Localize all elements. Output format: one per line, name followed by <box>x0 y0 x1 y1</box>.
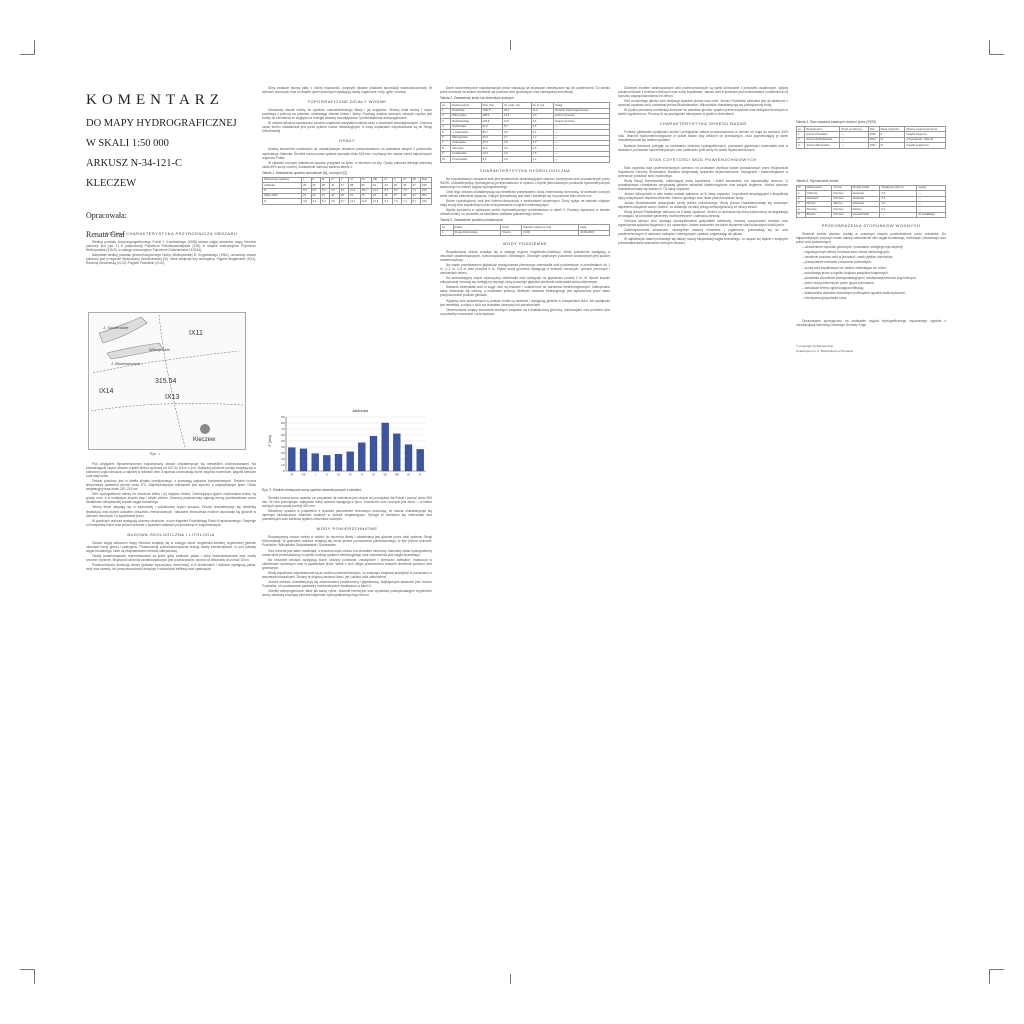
section-heading: OGÓLNA CHARAKTERYSTYKA PRZYRODNICZA OBSZARU <box>104 231 238 236</box>
table-row: 3. Jezioro Wilczyńskie — 2001 III związki organiczne <box>797 143 946 148</box>
paragraph: Natomiast według podziału geomorfologicznego Niziny Wielkopolskiej B. Krygowskiego (1961), omawiany obszar położony jest w regionie Wysoczyzny Gnieźnieńskiej (IX), która obejmuje trzy subregiony: Pagórki Mogileńskie (IX11), Równinę Kleczewską (IX13) i Pagórki Powidzkie (IX14). <box>86 253 256 266</box>
paragraph: – regulacja koryt cieków i budowa sieci rowów melioracyjnych; <box>802 250 890 255</box>
table-row: 7. Ostrowskie 37,2 4,6 2,0 — <box>441 140 610 145</box>
table-row: 10. Kruszwitskie 9,4 2,6 1,1 — <box>441 157 610 162</box>
paragraph: Tereny leśne skupiają się w zachodniej i południowej części arkusza. Obszar charakteryzuje się niewielką lesistością oraz dużym udziałem obszarów zmeliorowanych. Naturalne zbiorowiska roślinne zachowały się głównie w dolinach rzecznych i w sąsiedztwie jezior. <box>86 505 256 518</box>
paragraph: W obrębie arkusza wyznaczono zlewnie cząstkowe wszystkich cieków wraz z obszarami bezodpływowymi. Znaczna część terenu odwadniana jest przez system rowów melioracyjnych, a wody kopalniane odprowadzane są do Strugi Kleczewskiej. <box>262 121 432 134</box>
paragraph: W układzie rocznym maksimum opadów przypada na lipiec, a minimum na luty. Opady półrocza letniego stanowią około 60% sumy rocznej. Zestawienie wartości zawiera tabela 1. <box>262 160 432 169</box>
paragraph: Badania terenowe polegały na kartowaniu obiektów hydrograficznych, pomiarach głębokości zwierciadła wód w studniach, pomiarach hydrometrycznych oraz pobieraniu prób wody do analiz fizykochemicznych. <box>618 143 788 152</box>
crop-mark <box>989 40 1004 55</box>
table-caption: Tabela 2. Zestawienie jezior lub zbiorników wodnych <box>440 96 514 101</box>
paragraph: – powstanie zbiorników poeksploatacyjnych i rekultywacja terenów pogórniczych; <box>802 275 917 280</box>
paragraph: Opracowanie sporządzono na podstawie zdjęcia hydrograficznego wykonanego zgodnie z obowiązującą instrukcją Głównego Geodety Kraju. <box>796 318 946 327</box>
title-block <box>86 92 256 239</box>
column-1-bottom <box>86 462 256 966</box>
column-2-bottom <box>262 486 432 966</box>
sheet-line: ARKUSZ N-34-121-C <box>86 158 182 169</box>
section-heading: BUDOWA GEOLOGICZNA I LITOLOGIA <box>127 531 215 537</box>
map-caption: Rys. 1. <box>150 452 161 456</box>
y-tick-label: 60 <box>281 433 285 438</box>
section-heading: WODY PODZIEMNE <box>502 240 548 246</box>
section-heading: CHARAKTERYSTYKA OKRESU BADAŃ <box>659 121 747 127</box>
paragraph: Powierzchniowo dominują utwory gliniaste wysoczyzny morenowej, a w obniżeniach i dolinach występują piaski, torfy oraz namuły. Ich przepuszczalność decyduje o warunkach infiltracji wód opadowych. <box>86 562 256 572</box>
map-label: Kleczew <box>193 437 216 443</box>
paragraph: Na mapie przedstawiono głębokość występowania pierwszego zwierciadła wód podziemnych w przedziałach: do 1 m, 1–2 m, 2–5 m oraz powyżej 5 m. Płytkie wody gruntowe występują w dolinach rzecznych, rynnach jeziornych i obniżeniach terenu. <box>440 263 610 276</box>
table-row: 1. Powidzkie 1097,5 46,0 11,0 Powidzki Park Krajobrazowy <box>441 108 610 113</box>
table-row: 8. Skrzynka 11,2 3,0 1,5 — <box>441 146 610 151</box>
city-marker-icon <box>200 424 210 434</box>
paragraph: – obniżenie poziomu wód w jeziorach i zanik płytkich zbiorników; <box>802 255 894 260</box>
paragraph: Gliny zwałowe tworzą płaty o różnej miąższości, przykryte lokalnie piaskami akumulacji wodnolodowcowej. W dolinach rzecznych oraz w obrębie rynien jeziornych występują osady organiczne: torfy, gytie i namuły. <box>262 86 432 95</box>
paragraph: Sieć hydrograficzna należy do dorzecza Warty i jej dopływu Noteci. Dominującym typem użytkowania terenu są grunty orne, a w mniejszym stopniu lasy i użytki zielone. Znaczną powierzchnię zajmują tereny przekształcone przez działalność odkrywkowej kopalni węgla brunatnego. <box>86 492 256 505</box>
crop-mark <box>510 40 511 50</box>
paragraph: – odwodnienie wyrobisk górniczych i powstanie rozległego leja depresji; <box>802 245 904 250</box>
x-tick-label: IX <box>407 472 410 477</box>
x-tick-label: VIII <box>394 472 400 477</box>
paragraph: Reżim hydrologiczny rzek jest śnieżno-deszczowy z wezbraniami wiosennymi. Duży wpływ na warunki odpływu mają zrzuty wód kopalnianych oraz funkcjonowanie urządzeń melioracyjnych. <box>440 198 610 207</box>
paragraph: – zrzuty wód kopalnianych do cieków zmieniające ich reżim; <box>802 265 887 270</box>
chart-title: Jabłonka <box>351 408 369 413</box>
paragraph: Jezioro Wilczyńskie w roku badań zostało zaliczone do III klasy czystości. Czynnikami decydującymi o klasyfikacji były podwyższone stężenia chlorofilu, fosforu ogólnego oraz niska przezroczystość wody. <box>618 191 788 200</box>
paragraph: Wahania zwierciadła wód w ciągu roku są znaczne i uzależnione od warunków meteorologicznych. Maksymalne stany obserwuje się wiosną, a minimalne jesienią. Wielkość zasilania infiltracyjnego jest ograniczona przez słabo przepuszczalne podłoże gliniaste. <box>440 285 610 298</box>
paragraph: Ochrona jakości wód wymaga uporządkowania gospodarki ściekowej, budowy oczyszczalni ścieków oraz ograniczenia spływów biogenów z pól uprawnych. Istotne znaczenie ma także tworzenie stref buforowych wokół jezior. <box>618 219 788 228</box>
paragraph: Sieć monitoringu jakości wód obejmuje wybrane jeziora oraz cieki. Jezioro Powidzkie zaliczane jest do akwenów o wysokiej czystości wód, natomiast jeziora Budzisławskie i Wilczyńskie charakteryzują się podwyższoną trofią. <box>618 99 788 108</box>
y-tick-label: 30 <box>281 451 285 456</box>
section-heading: WODY POWIERZCHNIOWE <box>316 526 378 532</box>
paragraph: W wyniku procesów eutrofizacji dochodzi do zakwitów glonów, spadku przezroczystości oraz deficytów tlenowych w strefie hypolimnionu. Procesy te są szczególnie intensywne w płytkich zbiornikach. <box>618 108 788 117</box>
x-tick-label: I <box>314 472 316 477</box>
precipitation-bar <box>358 443 365 471</box>
table-row: 2. Jezioro Budzisławskie — 2001 III przewodność, chlorofil <box>797 137 946 142</box>
table-row: 9. Gosławickie 10,4 4,0 1,8 — <box>441 151 610 156</box>
section-heading: PRZEOBRAŻENIA STOSUNKÓW WODNYCH <box>821 223 921 229</box>
scale-line: W SKALI 1:50 000 <box>86 138 169 149</box>
precipitation-bar-chart <box>266 405 432 483</box>
section-heading: CHARAKTERYSTYKA HYDROLOGICZNA <box>479 167 571 173</box>
paragraph: Rozpatrywany obszar znajduje się w zasięgu regionu mogileńsko-łódzkiego. Wody podziemne występują w utworach czwartorzędowych, trzeciorzędowych i kredowych. Głównym użytkowym poziomem wodonośnym jest poziom czwartorzędowy. <box>440 249 610 263</box>
paragraph: Dane morfometryczne rozpatrywanych jezior wskazują na stopniowe zmniejszanie się ich powierzchni. Do zaniku jezior dochodzi na skutek obniżania się poziomu wód gruntowych oraz intensywnej eutrofizacji. <box>440 86 610 95</box>
precipitation-bar <box>370 436 377 471</box>
paragraph: Osady czwartorzędowe reprezentowane są przez gliny zwałowe, piaski i żwiry wodnolodowcowe oraz osady rzeczne i jeziorne. Miąższość utworów czwartorzędowych jest zróżnicowana i wynosi od kilkunastu do ponad 100 m. <box>86 553 256 562</box>
precipitation-bar <box>382 423 389 471</box>
map-label: J. Budzisławskie <box>111 361 141 366</box>
chart-caption: Rys. 2. Średnie miesięczne sumy opadów atmosferycznych z wieloleci <box>262 488 362 492</box>
paragraph: Niedobory opadów w połączeniu z wysokim parowaniem terenowym powodują, że obszar charakteryzuje się ujemnym klimatycznym bilansem wodnym w okresie wegetacyjnym. Sprzyja to obniżaniu się zwierciadła wód podziemnych oraz zanikowi płytkich zbiorników wodnych. <box>262 509 432 522</box>
crop-mark <box>20 40 35 55</box>
table-caption: Tabela 5. Wyznaczenie źródeł <box>796 178 839 183</box>
y-tick-label: 80 <box>281 421 285 426</box>
column-4 <box>618 86 788 966</box>
location-map <box>88 312 246 450</box>
paragraph: – eutrofizacja jezior w wyniku dopływu związków biogennych; <box>802 270 889 275</box>
paragraph: Pod względem hipsometrycznym rozpatrywany obszar charakteryzuje się niewielkimi zróżnicowaniami. Na przeważającej części obszaru rzędne terenu wynoszą od 100 do 115 m n.p.m. Najwyżej położone punkty znajdują się w północnej części arkusza, a najniżej w dolinach rzek. Krajobraz urozmaicają liczne wzgórza morenowe, pagórki kemowe oraz wały ozów. <box>86 462 256 479</box>
paragraph: W granicach arkusza występują obszary chronione, w tym fragment Powidzkiego Parku Krajobrazowego. Obejmuje on kompleksy leśne oraz jeziora rynnowe o wysokich walorach przyrodniczych i krajobrazowych. <box>86 518 256 527</box>
x-tick-label: XI <box>290 472 294 477</box>
gauging-table: Lp. Rzeka Profil Wartość odpływu [m³/s] Data 1. Struga Kleczewska Kleśno 0,006 20.06.2003 <box>440 224 610 236</box>
table-row: 4. Kleczew Kleczew dolinne 0,2 — <box>797 207 946 212</box>
crop-mark <box>989 969 1004 984</box>
table-row: 3. Wilczyn Wilczyn skarpowe 1,0 — <box>797 201 946 206</box>
table-row: 1. Struga Kleczewska Kleśno 0,006 20.06.2003 <box>441 230 610 235</box>
map-label: Wilczyńskie <box>149 347 170 352</box>
crop-mark <box>510 974 511 984</box>
paragraph: – składowiska odpadów stanowiące potencjalne ogniska zanieczyszczeń; <box>802 290 906 295</box>
paragraph: Wody jeziora Powidzkiego zaliczono do II klasy czystości. Jezioro to odznacza się dużą odpornością na degradację ze względu na korzystne parametry morfometryczne i zalesioną zlewnię. <box>618 210 788 219</box>
table-row: 3. Budzisławskie 233,6 11,5 4,6 Jezioro rynnowe <box>441 119 610 124</box>
column-1-top <box>86 226 256 306</box>
university-text: Uniwersytet im. A. Mickiewicza w Poznaniu <box>796 349 854 353</box>
paragraph: Rozpatrywany obszar należy w całości do dorzecza Warty i odwadniany jest głównie przez cieki systemu Strugi Kleczewskiej. W granicach arkusza znajdują się liczne jeziora pochodzenia polodowcowego, w tym jeziora rynnowe: Powidzkie, Wilczyńskie, Budzisławskie i Suszewskie. <box>262 535 432 548</box>
map-label: IX13 <box>165 394 180 401</box>
paragraph: Jezioro Budzisławskie wykazywało cechy jeziora eutroficznego. Wody jeziora charakteryzowały się znacznym stężeniem związków azotu i fosforu, co wskazuje na silną presję antropogeniczną ze strony zlewni. <box>618 201 788 210</box>
paragraph: Według podziału fizycznogeograficznego Polski J. Kondrackiego (1998) obszar objęty arkuszem mapy Kleczew położony jest (rys. 1) w podprowincji Pojezierza Południowobałtyckie (315), w obrębie makroregionu Pojezierze Wielkopolskie (315.5), w zasięgu mezoregionu Pojezierze Gnieźnieńskie (315.54). <box>86 240 256 253</box>
table-row: 1. Ochronie Kleczew skarpowe 0,5 — <box>797 191 946 196</box>
paragraph: Analizę stosunków opadowych na rozpatrywanym obszarze przeprowadzono na podstawie danych z posterunku opadowego Jabłonka. Średnia roczna suma opadów wynosiła około 518 mm, co plasuje ten obszar wśród najsuchszych regionów Polski. <box>262 147 432 160</box>
paragraph: Omawiany obszar należy do systemu odwodnieniowego Warty i jej dopływów. Główny dział wodny I rzędu przebiega z północy na południe, oddzielając zlewnie Noteci i Warty. Przebieg działów wodnych niższych rzędów jest trudny do określenia ze względu na rozległe obszary bezodpływowe i przekształcenia antropogeniczne. <box>262 108 432 121</box>
table-caption: Tabela 4. Stan czystości badanych cieków i jezior (PIOŚ) <box>796 120 877 124</box>
x-tick-label: III <box>337 472 340 477</box>
x-tick-label: X <box>419 472 422 477</box>
subtitle-line: DO MAPY HYDROGRAFICZNEJ <box>86 118 237 129</box>
paragraph: Stan czystości wód powierzchniowych oceniono na podstawie wyników badań prowadzonych przez Wojewódzki Inspektorat Ochrony Środowiska. Badania obejmowały wskaźniki fizykochemiczne, biologiczne i bakteriologiczne w wybranych punktach sieci monitoringu. <box>618 165 788 178</box>
paragraph: – pobór wód podziemnych przez ujęcia komunalne; <box>802 280 875 285</box>
x-tick-label: VI <box>372 472 375 477</box>
paragraph: Zanieczyszczenia obszarowe, szczególnie nawozy mineralne i organiczne, przedostają się do wód powierzchniowych w okresach roztopów i intensywnych opadów, pogarszając ich jakość. <box>618 228 788 237</box>
paragraph: Jeziora obszaru charakteryzują się zróżnicowaną powierzchnią i głębokością. Największym akwenem jest Jezioro Powidzkie. Ich podstawowe parametry morfometryczne zestawiono w tabeli 2. <box>262 579 432 588</box>
quality-table: Lp. Rzeka/jezioro Punkt pomiarowy Rok Klasa czystości Główne zanieczyszczenia 1. Jezioro Powidzkie — 2000 II związki biogenne 2. Jezioro Budzisławskie — 2001 III przewodność, chlorofil 3. Jezioro Wilczyńskie — 2001 III związki organiczne <box>796 126 946 149</box>
crop-mark <box>20 969 35 984</box>
table-row: 2. Wilczyńskie 185,0 13,8 4,9 Jezioro rynnowe <box>441 113 610 118</box>
table-row: 5. J. Kownackie 86,7 5,6 2,1 — <box>441 130 610 135</box>
paragraph: Wody kopalniane odprowadzane są do cieków powierzchniowych, co znacząco zwiększa przepływy w porównaniu z warunkami naturalnymi. Zmiany te dotyczą zarówno ilości, jak i jakości wód odbiorników. <box>262 570 432 579</box>
paragraph: Pomiary giełdowski wydajności źródeł i przepływów cieków przeprowadzono w okresie od maja do czerwca 2003 roku. Warunki hydrometeorologiczne w czasie badań były zbliżone do przeciętnych, choć poprzedzający je okres charakteryzował się niskimi opadami. <box>618 130 788 143</box>
paragraph: Wypływy wód podziemnych w postaci źródeł są nieliczne i występują głównie w krawędziach dolin. Ich wydajność jest niewielka, a część z nich ma charakter okresowy lub pseudoźródeł. <box>440 298 610 307</box>
copyright-text: © Copyright by Renata Graf <box>796 343 834 348</box>
document-title: KOMENTARZ <box>86 92 224 108</box>
x-tick-label: IV <box>348 472 352 477</box>
paragraph: Stosunki wodne obszaru zostały w znacznym stopniu przekształcone przez człowieka. Do najważniejszych przyczyn zmian należą odwodnienie złóż węgla brunatnego, melioracje, urbanizacja oraz pobór wód podziemnych: <box>796 232 946 245</box>
prepared-label: Opracowała: <box>86 211 127 220</box>
paragraph: Sieć rzeczna jest słabo rozwinięta, a znaczna część cieków ma charakter okresowy. Naturalny układ hydrograficzny został silnie przekształcony w wyniku budowy systemu melioracyjnego oraz odwodnienia złóż węgla brunatnego. <box>262 548 432 557</box>
paragraph: Na obszarze arkusza występują liczne obszary podmokłe, zabagnione i okresowo zalewane, zwłaszcza w obniżeniach rynnowych oraz w sąsiedztwie jezior. Wiele z nich uległo przesuszeniu wskutek obniżenia poziomu wód gruntowych. <box>262 557 432 570</box>
map-label: J. Suszewskie <box>103 325 129 330</box>
y-tick-label: 50 <box>281 439 285 444</box>
paragraph: Na przeważającej części wysoczyzny zwierciadło wód występuje na głębokości poniżej 2 m. W rejonie kopalni odkrywkowej rozwinął się rozległy lej depresji, który powoduje głębokie obniżenie zwierciadła wód podziemnych. <box>440 276 610 285</box>
y-axis-label: P [mm] <box>268 435 272 447</box>
column-2-top <box>262 86 432 400</box>
table-row: % 5,6 5,0 5,4 6,2 9,1 11,2 15,4 12,0 8,5 6,9 7,5 7,1 100 <box>263 188 432 193</box>
paragraph: Wody Strugi Kleczewskiej, odbierającej wody kopalniane i ścieki komunalne, nie odpowiadały normom. O pozaklasowym charakterze decydowały głównie wskaźniki bakteriologiczne oraz związki biogenne. Jeziora rynnowe charakteryzowały się wodami II i III klasy czystości. <box>618 178 788 191</box>
table-row: % 4,8 4,4 5,4 6,0 9,7 12,1 14,9 12,5 9,1 7,3 7,1 6,7 100 <box>263 199 432 204</box>
paragraph: Obszar objęty arkuszem mapy Kleczew znajduje się w zasięgu niecki mogileńsko-łódzkiej, wypełnionej głównie utworami kredy górnej i paleogenu. Powierzchnię podczwartorzędową budują osady trzeciorzędowe, w tym pokłady węgla brunatnego, które są eksploatowane metodą odkrywkową. <box>86 540 256 553</box>
paragraph: Cieki tego obszaru charakteryzują się niewielkimi przepływami i dużą zmiennością sezonową. W okresach suchych wiele cieków całkowicie wysycha. Odpływ jednostkowy jest niski i kształtuje się na poziomie kilku dm³/s·km². <box>440 189 610 198</box>
column-5 <box>796 118 946 966</box>
paragraph: – przesuszenie torfowisk i obszarów podmokłych; <box>802 260 872 265</box>
precipitation-bar <box>417 449 424 471</box>
paragraph: Głównym źródłem zanieczyszczeń wód powierzchniowych są ścieki komunalne z jednostek osadniczych, spływy powierzchniowe z terenów rolniczych oraz wody kopalniane. Jakość wód w jeziorach jest zróżnicowana i uzależniona od sposobu zagospodarowania ich zlewni. <box>618 86 788 99</box>
precipitation-bar <box>347 452 354 471</box>
y-tick-label: 0 <box>282 469 285 474</box>
x-tick-label: VII <box>383 472 388 477</box>
paragraph: Obiekty antropogeniczne, takie jak stawy rybne, zbiorniki retencyjne oraz wyrobiska poeksploatacyjne wypełnione wodą, stanowią znaczący element krajobrazu hydrograficznego tego terenu. <box>262 588 432 597</box>
lakes-table: Lp. Nazwa jeziora Pow. [ha] Gł. maks. [m] Gł. śr. [m] Uwagi 1. Powidzkie 1097,5 46,0 11,0 Powidzki Park Krajobrazowy 2. Wilczyńskie 185,0 13,8 4,9 Jezioro rynnowe 3. Budzisławskie 233,6 11,5 4,6 Jezioro rynnowe 4. Suszewskie 91,6 8,7 3,4 — 5. J. Kownackie 86,7 5,6 2,1 — 6. Mikorzyńskie 33,0 2,7 1,2 — 7. Ostrowskie 37,2 4,6 2,0 — 8. Skrzynka 11,2 3,0 1,5 — 9. Gosławickie 10,4 4,0 1,8 — 10. Kruszwitskie 9,4 2,6 1,1 — <box>440 102 610 162</box>
paragraph: Obszar położony jest w strefie klimatu przejściowego, z przewagą wpływów kontynentalnych. Średnia roczna temperatura powietrza wynosi około 8°C. Najchłodniejszym miesiącem jest styczeń, a najcieplejszym lipiec. Okres wegetacyjny trwa około 210–215 dni. <box>86 479 256 492</box>
precipitation-bar <box>405 445 412 471</box>
table-row: 1981–2000 24 22 27 30 49 61 75 63 46 37 36 34 504 <box>263 193 432 198</box>
table-row: Jabłonka 29 26 28 32 47 58 80 62 44 36 39 37 518 <box>263 183 432 188</box>
table-row: 6. Mikorzyńskie 33,0 2,7 1,2 — <box>441 135 610 140</box>
table-caption: Tabela 1. Zestawienie opadów normalnych [N], rocznych [Q] <box>262 170 347 175</box>
x-tick-label: XII <box>301 472 306 477</box>
paragraph: – intensywna gospodarka rolna. <box>802 295 848 300</box>
section-heading: STAN CZYSTOŚCI WÓD POWIERZCHNIOWYCH <box>649 156 757 162</box>
precipitation-bar <box>288 448 295 471</box>
y-tick-label: 90 <box>281 415 285 420</box>
precipitation-bar <box>300 449 307 471</box>
x-tick-label: V <box>360 472 363 477</box>
section-heading: TOPOGRAFICZNE DZIAŁY WODNE <box>307 99 387 105</box>
table-row: 5. Brzezie Kleczew pseudoźródło — do kwalifikacji <box>797 212 946 217</box>
precipitation-bar <box>393 434 400 471</box>
paragraph: Wyniki pomiarów w wybranym profilu hydrometrycznym przedstawiono w tabeli 3. Pomiary wykonano w okresie niżówki letniej, co pozwoliło na określenie zasilania podziemnego cieków. <box>440 207 610 217</box>
paragraph: Średnia roczna suma opadów ze wszystkich lat wielolecia jest niższa od przeciętnej dla Polski i wynosi około 500 mm. W roku przeciętnym najwyższe sumy opadów występują w lipcu. Zmienność sum rocznych jest duża — w latach suchych opad spada poniżej 400 mm. <box>262 496 432 509</box>
column-3 <box>440 86 610 966</box>
map-label: 315.54 <box>155 378 177 385</box>
precipitation-table: Posterunek opadowy I II III IV V VI VII VIII IX X XI XII Rok Jabłonka 29 26 28 32 47 58 80 62 44 36 39 37 518 % 5,6 5,0 5,4 6,2 9,1 11,2 15,4 12,0 8,5 6,9 7,5 7,1 100 1981–2000 24 22 27 30 49 61 75 63 46 37 36 34 504 % 4,8 4,4 5,4 6,0 9,7 12,1 14,9 12,5 9,1 7,3 7,1 6,7 100 <box>262 177 432 205</box>
table-row: 1. Jezioro Powidzkie — 2000 II związki biogenne <box>797 132 946 137</box>
section-heading: OPADY <box>338 138 356 144</box>
y-tick-label: 10 <box>281 463 285 468</box>
precipitation-bar <box>323 455 330 471</box>
paragraph: Na rozpatrywanym obszarze brak jest posterunków obserwacyjnych stanów i przepływów wód prowadzonych przez IMGW. Charakterystykę hydrologiczną przeprowadzono w oparciu o wyniki jednorazowych pomiarów hydrometrycznych wykonanych w trakcie zdjęcia hydrograficznego. <box>440 176 610 189</box>
y-tick-label: 70 <box>281 427 285 432</box>
paragraph: – zabudowa terenu ograniczająca infiltrację; <box>802 285 865 290</box>
y-tick-label: 20 <box>281 457 285 462</box>
x-tick-label: II <box>325 472 328 477</box>
map-label: IX11 <box>189 330 203 337</box>
springs-table: Nr Miejscowość Gmina Rodzaj źródła Wydajność [dm³/s] Uwagi 1. Ochronie Kleczew skarpowe 0,5 — 2. Dziewierz Kleczew skarpowe 0,3 — 3. Wilczyn Wilczyn skarpowe 1,0 — 4. Kleczew Kleczew dolinne 0,2 — 5. Brzezie Kleczew pseudoźródło — do kwalifikacji <box>796 185 946 218</box>
table-row: 4. Suszewskie 91,6 8,7 3,4 — <box>441 124 610 129</box>
map-label: IX14 <box>99 388 114 395</box>
paragraph: Obserwowane zmiany stosunków wodnych związane są z działalnością górniczą, melioracjami oraz poborem wód na potrzeby komunalne i przemysłowe. <box>440 307 610 316</box>
paragraph: W najbliższych latach przewiduje się dalszy rozwój eksploatacji węgla brunatnego, co wiązać się będzie z kolejnymi przekształceniami stosunków wodnych obszaru. <box>618 237 788 246</box>
sheet-name: KLECZEW <box>86 178 137 189</box>
precipitation-bar <box>335 454 342 471</box>
table-caption: Tabela 3. Zestawienie punktów pomiarowych <box>440 218 504 223</box>
author-name: Renata Graf <box>86 230 125 239</box>
table-row: 2. Dziewierz Kleczew skarpowe 0,3 — <box>797 196 946 201</box>
precipitation-bar <box>312 454 319 471</box>
y-tick-label: 40 <box>281 445 285 450</box>
